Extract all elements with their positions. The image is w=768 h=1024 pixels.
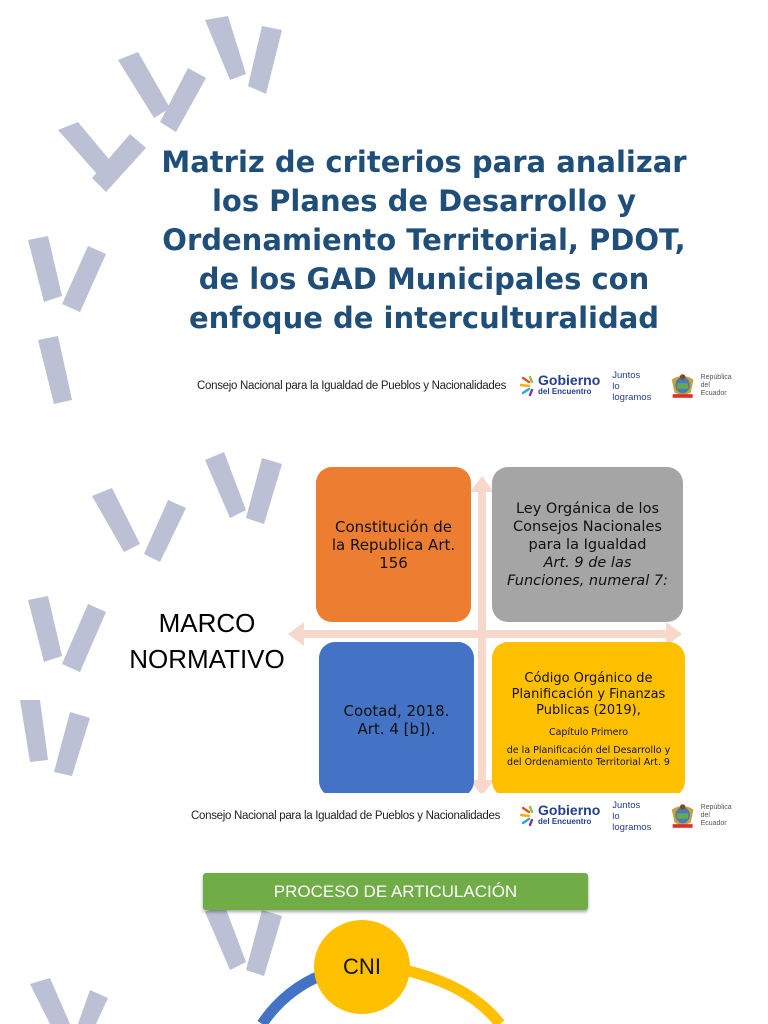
council-logo-text: Consejo Nacional para la Igualdad de Pueblos y Nacionalidades (191, 810, 501, 822)
box-constitucion-text: Constitución de la Republica Art. 156 (331, 517, 456, 572)
republica-line-2: del Ecuador (700, 812, 727, 827)
republica-line-1: República (700, 374, 732, 381)
cni-circle (314, 920, 410, 1014)
box-ley-text: Ley Orgánica de los Consejos Nacionales para la Igualdad (513, 500, 662, 553)
box-cootad-text: Cootad, 2018. Art. 4 [b]). (343, 701, 450, 738)
proceso-articulacion-label: PROCESO DE ARTICULACIÓN (273, 881, 518, 901)
encuentro-word: del Encuentro (538, 817, 592, 826)
cni-label: CNI (343, 954, 381, 979)
gobierno-word: Gobierno (538, 372, 601, 388)
box-codigo-subtext-2: de la Planificación del Desarrollo y del Ordenamiento Territorial Art. 9 (506, 744, 671, 768)
box-codigo-subtext-1: Capítulo Primero (548, 726, 629, 738)
juntos-line-1: Juntos (612, 369, 641, 381)
juntos-line-2: lo logramos (612, 380, 652, 403)
juntos-line-1: Juntos (612, 799, 641, 811)
marco-line-2: NORMATIVO (129, 644, 285, 674)
gobierno-word: Gobierno (538, 802, 601, 818)
republica-line-1: República (700, 804, 732, 811)
box-codigo-text: Código Orgánico de Planificación y Finanzas Publicas (2019), (511, 670, 666, 718)
marco-line-1: MARCO (158, 608, 256, 638)
council-logo-text: Consejo Nacional para la Igualdad de Pueblos y Nacionalidades (197, 380, 507, 392)
encuentro-word: del Encuentro (538, 387, 592, 396)
republica-line-2: del Ecuador (700, 382, 727, 397)
juntos-line-2: lo logramos (612, 810, 652, 833)
page-title: Matriz de criterios para analizar los Planes de Desarrollo y Ordenamiento Territorial, PDOT, de los GAD Municipales con enfoque de interculturalidad (161, 145, 687, 335)
box-ley-italic-text: Art. 9 de las Funciones, numeral 7: (507, 554, 668, 589)
